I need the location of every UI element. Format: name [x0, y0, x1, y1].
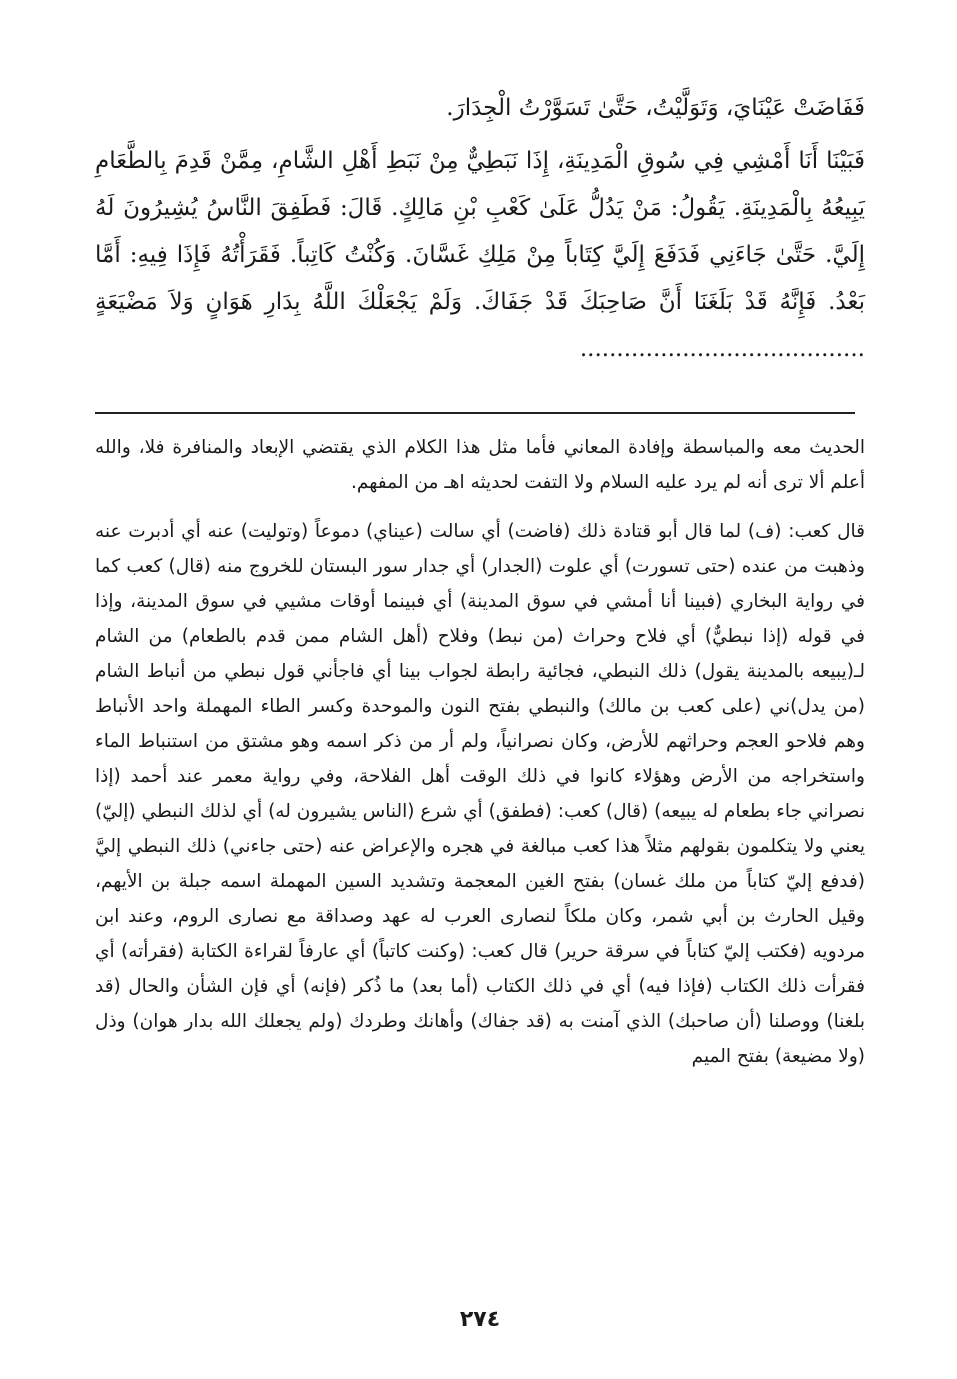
hadith-text: [95, 85, 865, 373]
hadith-paragraph: [95, 138, 865, 373]
commentary-text: [95, 430, 865, 1074]
commentary-paragraph-2: قال كعب: (ف) لما قال أبو قتادة ذلك (فاضت) أي سالت (عيناي) دموعاً (وتوليت) عنه أي أدبرت عنه وذهبت من عنده (حتى تسورت) أي علوت (الجدار) أي جدار سور البستان للخروج منه (قال) كعب كما في رواية البخاري (فبينا أنا أمشي في سوق المدينة) أي فبينما أوقات مشيي في سوق المدينة، وإذا في قوله (إذا نبطيٌّ) أي فلاح وحراث (من نبط) وفلاح (أهل الشام ممن قدم بالطعام) من الشام لـ(يبيعه بالمدينة يقول) ذلك النبطي، فجائية رابطة لجواب بينا أي فاجأني قول نبطي من أنباط الشام (من يدل)ني (على كعب بن مالك) والنبطي بفتح النون والموحدة وكسر الطاء المهملة واحد الأنباط وهم فلاحو العجم وحراثهم للأرض، وكان نصرانياً، ولم أر من ذكر اسمه وهو مشتق من استنباط الماء واستخراجه من الأرض وهؤلاء كانوا في ذلك الوقت أهل الفلاحة، وفي رواية معمر عند أحمد (إذا نصراني جاء بطعام له يبيعه) (قال) كعب: (فطفق) أي شرع (الناس يشيرون له) أي لذلك النبطي (إليّ) يعني ولا يتكلمون بقولهم مثلاً هذا كعب مبالغة في هجره والإعراض عنه (حتى جاءني) ذلك النبطي إليَّ (فدفع إليّ كتاباً من ملك غسان) بفتح الغين المعجمة وتشديد السين المهملة اسمه جبلة بن الأيهم، وقيل الحارث بن أبي شمر، وكان ملكاً لنصارى العرب له عهد وصداقة مع نصارى الروم، وعند ابن مردويه (فكتب إليّ كتاباً في سرقة حرير) قال كعب: (وكنت كاتباً) أي عارفاً لقراءة الكتابة (فقرأته) أي فقرأت ذلك الكتاب (فإذا فيه) أي في ذلك الكتاب (أما بعد) ما ذُكر (فإنه) أي فإن الشأن والحال (قد بلغنا) ووصلنا (أن صاحبك) الذي آمنت به (قد جفاك) وأهانك وطردك (ولم يجعلك الله بدار هوان) وذل (ولا مضيعة) بفتح الميم: [95, 521, 865, 1067]
book-page: [95, 85, 865, 1345]
hadith-paragraph-text: فَبَيْنَا أَنَا أَمْشِي فِي سُوقِ الْمَدِينَةِ، إِذَا نَبَطِيٌّ مِنْ نَبَطِ أَهْلِ الشَّامِ، مِمَّنْ قَدِمَ بِالطَّعَامِ يَبِيعُهُ بِالْمَدِينَةِ. يَقُولُ: مَنْ يَدُلُّ عَلَىٰ كَعْبِ بْنِ مَالِكٍ. قَالَ: فَطَفِقَ النَّاسُ يُشِيرُونَ لَهُ إِلَيَّ. حَتَّىٰ جَاءَنِي فَدَفَعَ إِلَيَّ كِتَاباً مِنْ مَلِكِ غَسَّانَ. وَكُنْتُ كَاتِباً. فَقَرَأْتُهُ فَإِذَا فِيهِ: أَمَّا بَعْدُ. فَإِنَّهُ قَدْ بَلَغَنَا أَنَّ صَاحِبَكَ قَدْ جَفَاكَ. وَلَمْ يَجْعَلْكَ اللَّهُ بِدَارِ هَوَانٍ وَلاَ مَضْيَعَةٍ: [95, 148, 865, 315]
footnote-separator: [95, 412, 855, 414]
hadith-line-1: فَفَاضَتْ عَيْنَايَ، وَتَوَلَّيْتُ، حَتَّىٰ تَسَوَّرْتُ الْجِدَارَ.: [446, 95, 865, 121]
commentary-paragraph-1: الحديث معه والمباسطة وإفادة المعاني فأما مثل هذا الكلام الذي يقتضي الإبعاد والمنافرة فلا، والله أعلم ألا ترى أنه لم يرد عليه السلام ولا التفت لحديثه اهـ من المفهم.: [95, 437, 865, 493]
page-number: ٢٧٤: [459, 1307, 501, 1332]
ellipsis-dots: .......................................: [579, 336, 865, 362]
